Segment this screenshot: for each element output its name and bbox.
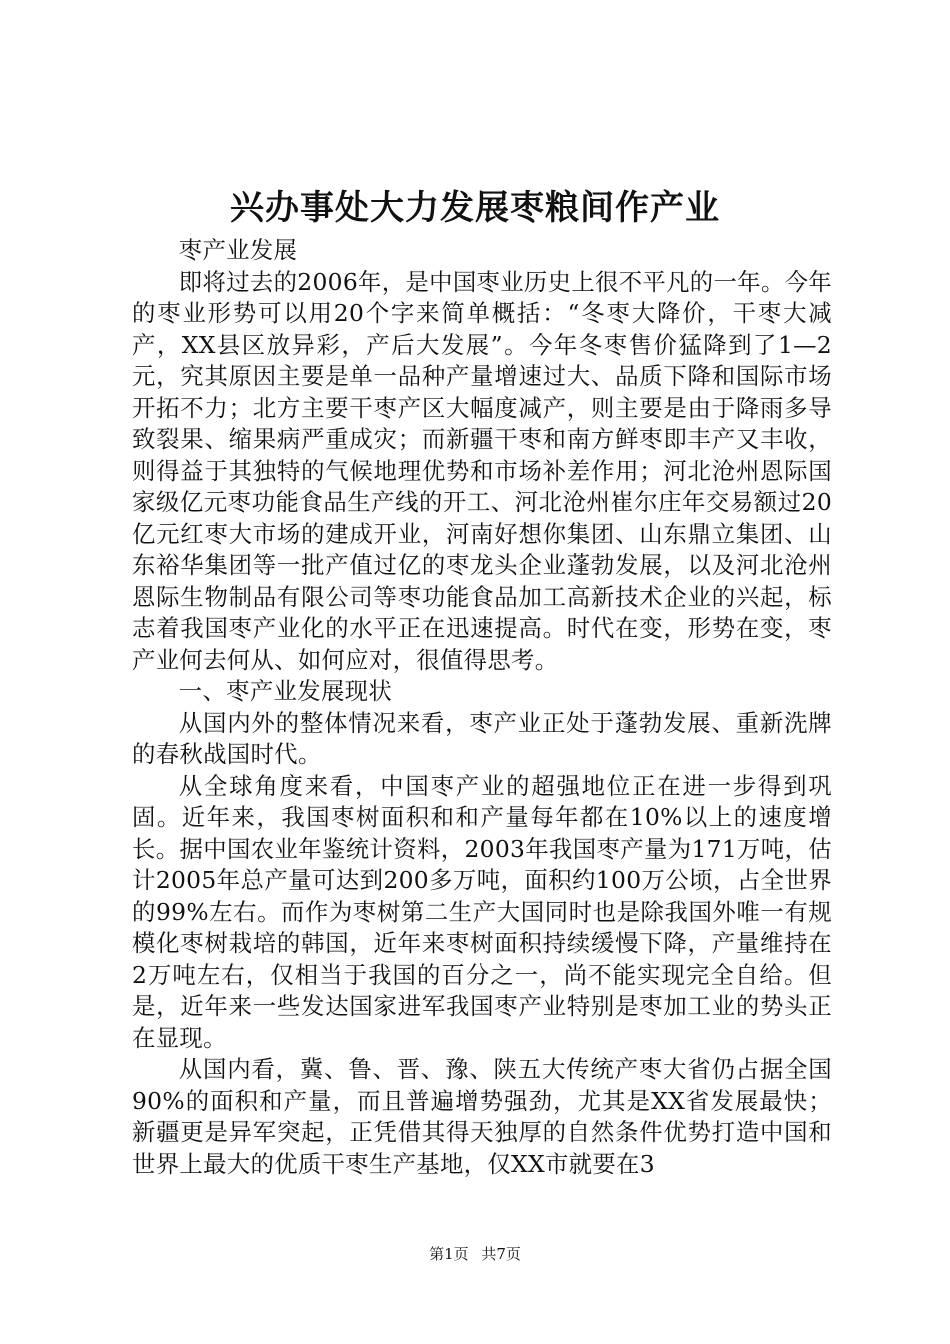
- paragraph-domestic: 从国内看，冀、鲁、晋、豫、陕五大传统产枣大省仍占据全国90%的面积和产量，而且普遍增势强劲，尤其是XX省发展最快；新疆更是异军突起，正凭借其得天独厚的自然条件优势打造中国和世界上最大的优质干枣生产基地，仅XX市就要在3: [132, 1055, 832, 1178]
- paragraph-global: 从全球角度来看，中国枣产业的超强地位正在进一步得到巩固。近年来，我国枣树面积和和产量每年都在10%以上的速度增长。据中国农业年鉴统计资料，2003年我国枣产量为171万吨，估计2005年总产量可达到200多万吨，面积约100万公顷，占全世界的99%左右。而作为枣树第二生产大国同时也是除我国外唯一有规模化枣树栽培的韩国，近年来枣树面积持续缓慢下降，产量维持在2万吨左右，仅相当于我国的百分之一，尚不能实现完全自给。但是，近年来一些发达国家进军我国枣产业特别是枣加工业的势头正在显现。: [132, 771, 832, 1052]
- page-footer: [0, 1244, 950, 1264]
- paragraph-subtitle: 枣产业发展: [178, 236, 298, 264]
- paragraph-intro: 即将过去的2006年，是中国枣业历史上很不平凡的一年。今年的枣业形势可以用20个字来简单概括：“冬枣大降价，干枣大减产，XX县区放异彩，产后大发展”。今年冬枣售价猛降到了1—2元，究其原因主要是单一品种产量增速过大、品质下降和国际市场开拓不力；北方主要干枣产区大幅度减产，则主要是由于降雨多导致裂果、缩果病严重成灾；而新疆干枣和南方鲜枣即丰产又丰收，则得益于其独特的气候地理优势和市场补差作用；河北沧州恩际国家级亿元枣功能食品生产线的开工、河北沧州崔尔庄年交易额过20亿元红枣大市场的建成开业，河南好想你集团、山东鼎立集团、山东裕华集团等一批产值过亿的枣龙头企业蓬勃发展，以及河北沧州恩际生物制品有限公司等枣功能食品加工高新技术企业的兴起，标志着我国枣产业化的水平正在迅速提高。时代在变，形势在变，枣产业何去何从、如何应对，很值得思考。: [132, 267, 832, 674]
- document-body: [132, 235, 832, 1180]
- document-title: 兴办事处大力发展枣粮间作产业: [230, 188, 720, 228]
- section-heading: 一、枣产业发展现状: [178, 677, 393, 705]
- paragraph-overview: 从国内外的整体情况来看，枣产业正处于蓬勃发展、重新洗牌的春秋战国时代。: [132, 708, 832, 768]
- page-number: 第1页: [429, 1245, 469, 1263]
- page-total: 共7页: [481, 1245, 521, 1263]
